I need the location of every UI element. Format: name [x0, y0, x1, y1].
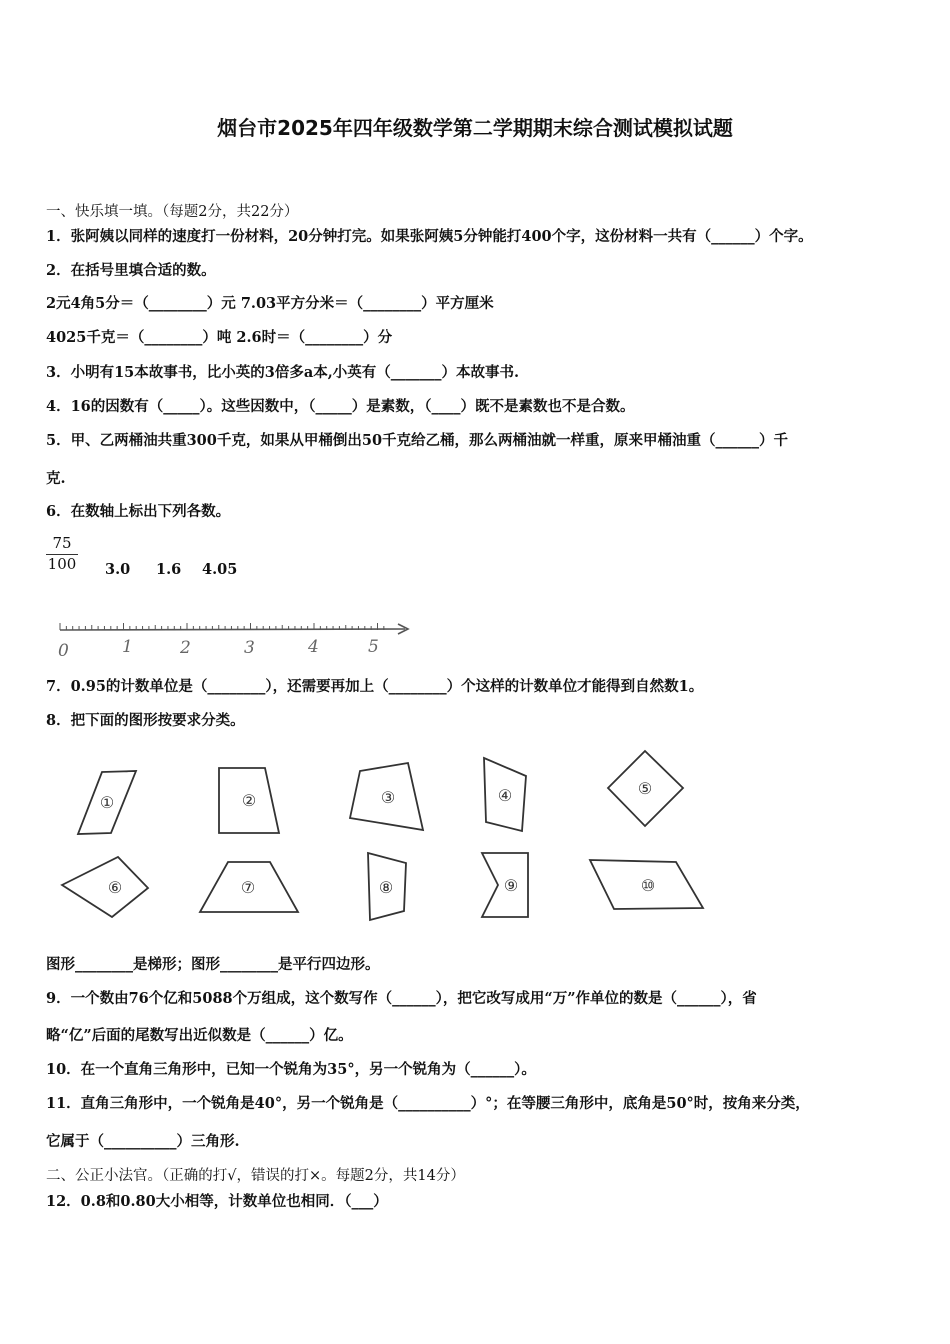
shape-label: ⑦ — [240, 878, 256, 897]
question-12: 12．0.8和0.80大小相等，计数单位也相同．（___） — [46, 1193, 388, 1210]
fraction-numerator: 75 — [52, 534, 72, 552]
question-2: 2．在括号里填合适的数。 — [46, 262, 216, 279]
question-8: 8．把下面的图形按要求分类。 — [46, 712, 245, 729]
number-line — [50, 612, 420, 660]
shape-label: ⑧ — [378, 878, 394, 897]
question-10: 10．在一个直角三角形中，已知一个锐角为35°，另一个锐角为（______）。 — [46, 1061, 536, 1078]
number-item: 3.0 — [105, 561, 131, 578]
page-title: 烟台市2025年四年级数学第二学期期末综合测试模拟试题 — [217, 116, 733, 140]
question-9-line-1: 9．一个数由76个亿和5088个万组成，这个数写作（______），把它改写成用“万”作单位的数是（______），省 — [46, 990, 757, 1007]
shape-6-quadrilateral — [62, 857, 148, 917]
shape-label: ② — [241, 791, 257, 810]
number-line-label: 1 — [122, 637, 133, 657]
number-line-axis — [60, 629, 405, 630]
question-11-line-2: 它属于（__________）三角形. — [46, 1133, 240, 1150]
question-2-part-a: 2元4角5分＝（________）元 7.03平方分米＝（________）平方厘米 — [46, 295, 494, 312]
shape-label: ⑩ — [640, 876, 656, 895]
shapes-figure — [0, 740, 760, 930]
question-11-line-1: 11．直角三角形中，一个锐角是40°，另一个锐角是（__________）°；在等腰三角形中，底角是50°时，按角来分类， — [46, 1095, 810, 1112]
question-5-line-2: 克. — [46, 470, 66, 487]
number-item: 4.05 — [202, 561, 238, 578]
section-heading-1: 一、快乐填一填。（每题2分，共22分） — [46, 204, 299, 220]
shape-label: ⑤ — [637, 779, 653, 798]
question-9-line-2: 略“亿”后面的尾数写出近似数是（______）亿。 — [46, 1027, 353, 1044]
fraction-75-100 — [46, 534, 78, 573]
fraction-denominator: 100 — [47, 555, 77, 573]
question-6: 6．在数轴上标出下列各数。 — [46, 503, 231, 520]
question-5-line-1: 5．甲、乙两桶油共重300千克，如果从甲桶倒出50千克给乙桶，那么两桶油就一样重，原来甲桶油重（______）千 — [46, 432, 789, 449]
question-7: 7．0.95的计数单位是（________），还需要再加上（________）个这样的计数单位才能得到自然数1。 — [46, 678, 704, 695]
shape-label: ③ — [380, 788, 396, 807]
question-8-answer: 图形________是梯形；图形________是平行四边形。 — [46, 956, 380, 973]
shape-label: ⑥ — [107, 878, 123, 897]
shape-label: ① — [99, 793, 115, 812]
number-line-label: 4 — [308, 637, 319, 657]
number-line-label: 3 — [244, 638, 255, 658]
number-item: 1.6 — [156, 561, 182, 578]
question-1: 1．张阿姨以同样的速度打一份材料，20分钟打完。如果张阿姨5分钟能打400个字，这份材料一共有（______）个字。 — [46, 228, 813, 245]
shape-label: ④ — [497, 786, 513, 805]
question-4: 4．16的因数有（_____）。这些因数中，（_____）是素数，（____）既不是素数也不是合数。 — [46, 398, 635, 415]
number-line-label: 2 — [180, 638, 191, 658]
section-heading-2: 二、公正小法官。（正确的打√，错误的打×。每题2分，共14分） — [46, 1168, 465, 1184]
question-3: 3．小明有15本故事书，比小英的3倍多a本,小英有（_______）本故事书. — [46, 364, 520, 381]
number-line-label: 0 — [58, 641, 69, 660]
question-2-part-b: 4025千克＝（________）吨 2.6时＝（________）分 — [46, 329, 393, 346]
number-line-label: 5 — [368, 637, 379, 657]
shape-label: ⑨ — [503, 876, 519, 895]
